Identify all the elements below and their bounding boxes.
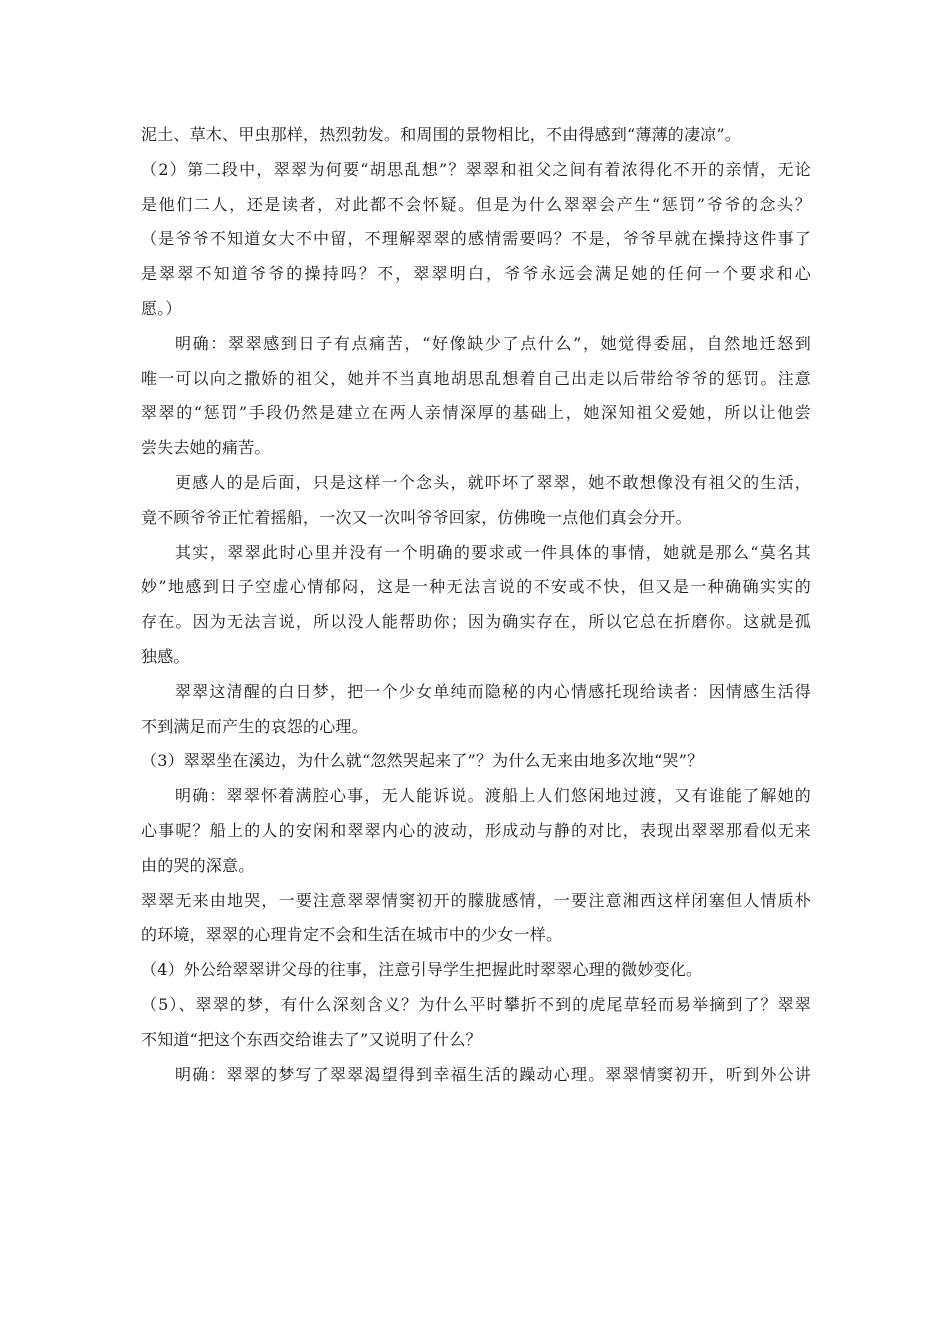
text-line-11: 更感人的是后面，只是这样一个念头，就吓坏了翠翠，她不敢想像没有祖父的生活，	[175, 472, 811, 492]
text-line-19: （3）翠翠坐在溪边，为什么就“忽然哭起来了”？为什么无来由地多次地“哭”？	[141, 751, 704, 771]
text-line-14: 妙”地感到日子空虚心情郁闷，这是一种无法言说的不安或不快，但又是一种确确实实的	[141, 577, 811, 597]
text-line-1: 泥土、草木、甲虫那样，热烈勃发。和周围的景物相比，不由得感到“薄薄的凄凉”。	[141, 125, 741, 144]
text-line-2: （2）第二段中，翠翠为何要“胡思乱想”？翠翠和祖父之间有着浓得化不开的亲情，无论	[141, 159, 811, 179]
text-line-12: 竟不顾爷爷正忙着摇船，一次又一次叫爷爷回家，仿佛晚一点他们真会分开。	[141, 507, 692, 527]
text-line-24: 的环境，翠翠的心理肯定不会和生活在城市中的少女一样。	[141, 925, 563, 945]
text-line-16: 独感。	[141, 646, 190, 666]
document-page	[141, 118, 811, 1092]
text-line-9: 翠翠的“惩罚”手段仍然是建立在两人亲情深厚的基础上，她深知祖父爱她，所以让他尝	[141, 403, 811, 423]
text-line-21: 心事呢？船上的人的安闲和翠翠内心的波动，形成动与静的对比，表现出翠翠那看似无来	[141, 820, 811, 840]
text-line-15: 存在。因为无法言说，所以没人能帮助你；因为确实存在，所以它总在折磨你。这就是孤	[141, 612, 811, 632]
text-line-25: （4）外公给翠翠讲父母的往事，注意引导学生把握此时翠翠心理的微妙变化。	[141, 960, 703, 980]
text-line-7: 明确：翠翠感到日子有点痛苦，“好像缺少了点什么”，她觉得委屈，自然地迁怒到	[175, 333, 811, 353]
text-line-3: 是他们二人，还是读者，对此都不会怀疑。但是为什么翠翠会产生“惩罚”爷爷的念头？	[141, 194, 811, 214]
text-line-20: 明确：翠翠怀着满腔心事，无人能诉说。渡船上人们悠闲地过渡，又有谁能了解她的	[175, 786, 811, 806]
text-line-5: 是翠翠不知道爷爷的操持吗？不，翠翠明白，爷爷永远会满足她的任何一个要求和心	[141, 264, 811, 284]
text-line-27: 不知道“把这个东西交给谁去了”又说明了什么？	[141, 1029, 482, 1049]
text-line-8: 唯一可以向之撒娇的祖父，她并不当真地胡思乱想着自己出走以后带给爷爷的惩罚。注意	[141, 368, 811, 388]
text-line-28: 明确：翠翠的梦写了翠翠渴望得到幸福生活的躁动心理。翠翠情窦初开，听到外公讲	[175, 1064, 811, 1084]
text-line-22: 由的哭的深意。	[141, 855, 255, 875]
text-line-26: （5）、翠翠的梦，有什么深刻含义？为什么平时攀折不到的虎尾草轻而易举摘到了？翠翠	[141, 994, 811, 1014]
text-line-18: 不到满足而产生的哀怨的心理。	[141, 716, 368, 736]
text-line-17: 翠翠这清醒的白日梦，把一个少女单纯而隐秘的内心情感托现给读者：因情感生活得	[175, 681, 811, 701]
text-line-10: 尝失去她的痛苦。	[141, 438, 271, 458]
text-line-23: 翠翠无来由地哭，一要注意翠翠情窦初开的朦胧感情，一要注意湘西这样闭塞但人情质朴	[141, 890, 811, 910]
text-line-4: （是爷爷不知道女大不中留，不理解翠翠的感情需要吗？不是，爷爷早就在操持这件事了	[141, 229, 811, 249]
text-line-13: 其实，翠翠此时心里并没有一个明确的要求或一件具体的事情，她就是那么“莫名其	[175, 542, 811, 562]
text-line-6: 愿。）	[141, 298, 182, 318]
